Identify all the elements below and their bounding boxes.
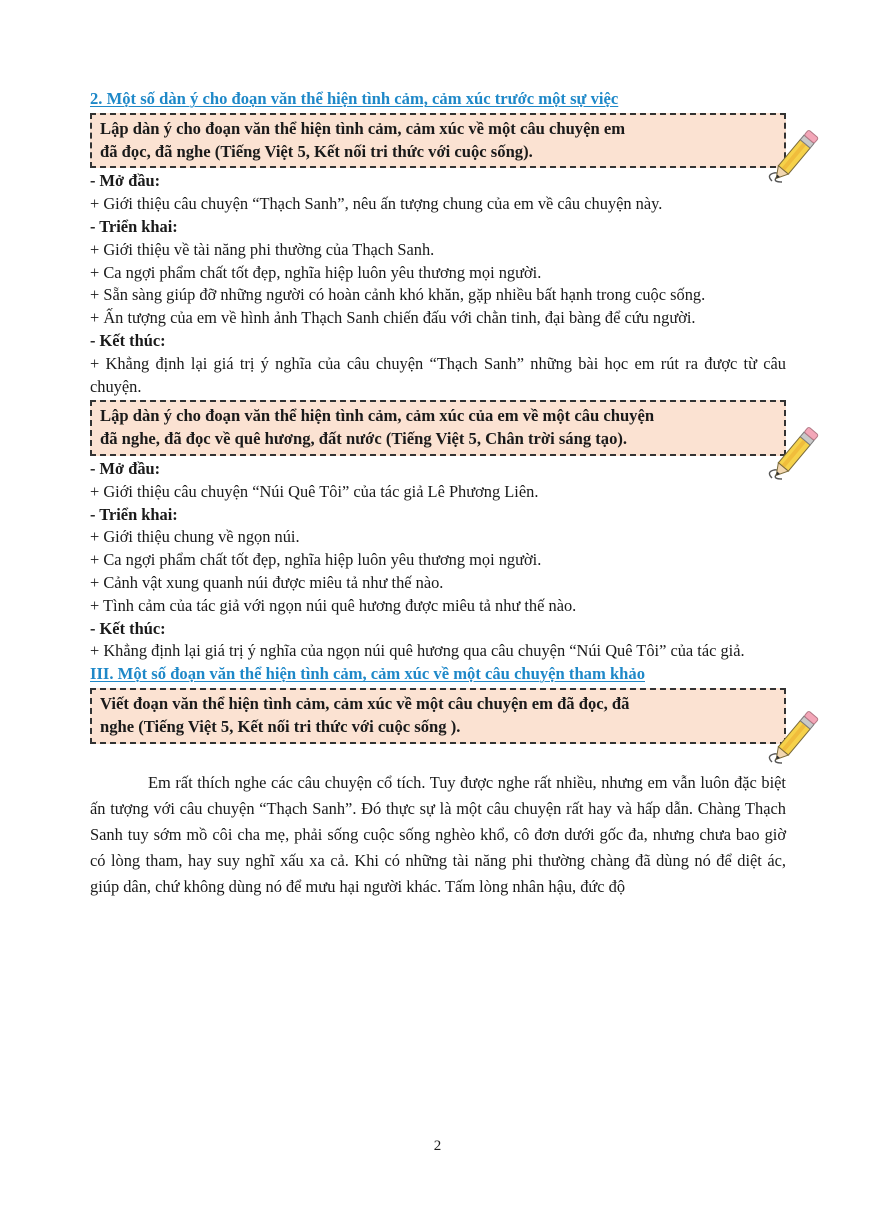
sample-paragraph: Em rất thích nghe các câu chuyện cổ tích. Tuy được nghe rất nhiều, nhưng em vẫn luôn đặc biệt ấn tượng với câu chuyện “Thạch Sanh”. Đó thực sự là một câu chuyện rất hay và hấp dẫn. Chàng Thạch Sanh tuy sớm mồ côi cha mẹ, phải sống cuộc sống nghèo khổ, cô đơn dưới gốc đa, nhưng chưa bao giờ có lòng tham, hay suy nghĩ xấu xa cả. Khi có những tài năng phi thường chàng đã dùng nó để diệt ác, giúp dân, chứ không dùng nó để mưu hại người khác. Tấm lòng nhân hậu, đức độ bbox=[90, 772, 786, 896]
outline-2-body-item: + Giới thiệu chung về ngọn núi. bbox=[90, 527, 300, 547]
outline-1-body-item: + Giới thiệu về tài năng phi thường của Thạch Sanh. bbox=[90, 239, 435, 259]
task-box-1-line-1: Lập dàn ý cho đoạn văn thể hiện tình cảm, cảm xúc về một câu chuyện em bbox=[100, 118, 626, 138]
outline-2-body-item: + Cảnh vật xung quanh núi được miêu tả như thế nào. bbox=[90, 572, 444, 592]
outline-2-body-label: - Triển khai: bbox=[90, 504, 178, 524]
task-box-1 bbox=[90, 113, 786, 169]
task-box-2-line-1: Lập dàn ý cho đoạn văn thể hiện tình cảm, cảm xúc của em về một câu chuyện bbox=[100, 406, 655, 426]
outline-1-end-label: - Kết thúc: bbox=[90, 330, 166, 350]
outline-1-open-item: + Giới thiệu câu chuyện “Thạch Sanh”, nêu ấn tượng chung của em về câu chuyện này. bbox=[90, 194, 663, 214]
outline-1-body-item: + Ấn tượng của em về hình ảnh Thạch Sanh chiến đấu với chằn tinh, đại bàng để cứu người. bbox=[90, 308, 696, 328]
task-box-1-line-2: đã đọc, đã nghe (Tiếng Việt 5, Kết nối tri thức với cuộc sống). bbox=[100, 141, 533, 161]
task-box-3 bbox=[90, 688, 786, 744]
outline-1-body-item: + Sẵn sàng giúp đỡ những người có hoàn cảnh khó khăn, gặp nhiều bất hạnh trong cuộc sống. bbox=[90, 285, 706, 305]
outline-2-end-label: - Kết thúc: bbox=[90, 618, 166, 638]
task-box-3-line-1: Viết đoạn văn thể hiện tình cảm, cảm xúc về một câu chuyện em đã đọc, đã bbox=[100, 693, 630, 713]
outline-2-end-item: + Khẳng định lại giá trị ý nghĩa của ngọn núi quê hương qua câu chuyện “Núi Quê Tôi” của tác giả. bbox=[90, 641, 745, 661]
task-box-2-line-2: đã nghe, đã đọc về quê hương, đất nước (Tiếng Việt 5, Chân trời sáng tạo). bbox=[100, 429, 628, 449]
document-page bbox=[90, 88, 786, 900]
pencil-icon bbox=[764, 123, 824, 189]
outline-2-open-label: - Mở đầu: bbox=[90, 458, 161, 478]
section-heading-2: 2. Một số dàn ý cho đoạn văn thể hiện tình cảm, cảm xúc trước một sự việc bbox=[90, 89, 619, 108]
outline-1-body-item: + Ca ngợi phẩm chất tốt đẹp, nghĩa hiệp luôn yêu thương mọi người. bbox=[90, 262, 542, 282]
task-box-2 bbox=[90, 400, 786, 456]
task-box-3-line-2: nghe (Tiếng Việt 5, Kết nối tri thức với cuộc sống ). bbox=[100, 716, 461, 736]
pencil-icon bbox=[764, 420, 824, 486]
outline-1-end-item: + Khẳng định lại giá trị ý nghĩa của câu chuyện “Thạch Sanh” những bài học em rút ra được từ câu chuyện. bbox=[90, 353, 786, 396]
section-heading-3: III. Một số đoạn văn thể hiện tình cảm, cảm xúc về một câu chuyện tham khảo bbox=[90, 664, 645, 684]
pencil-icon bbox=[764, 704, 824, 770]
outline-2-open-item: + Giới thiệu câu chuyện “Núi Quê Tôi” của tác giả Lê Phương Liên. bbox=[90, 481, 539, 501]
page-number: 2 bbox=[433, 1138, 442, 1154]
outline-1-open-label: - Mở đầu: bbox=[90, 171, 161, 191]
outline-2-body-item: + Tình cảm của tác giả với ngọn núi quê hương được miêu tả như thế nào. bbox=[90, 595, 577, 615]
outline-2-body-item: + Ca ngợi phẩm chất tốt đẹp, nghĩa hiệp luôn yêu thương mọi người. bbox=[90, 550, 542, 570]
outline-1-body-label: - Triển khai: bbox=[90, 216, 178, 236]
